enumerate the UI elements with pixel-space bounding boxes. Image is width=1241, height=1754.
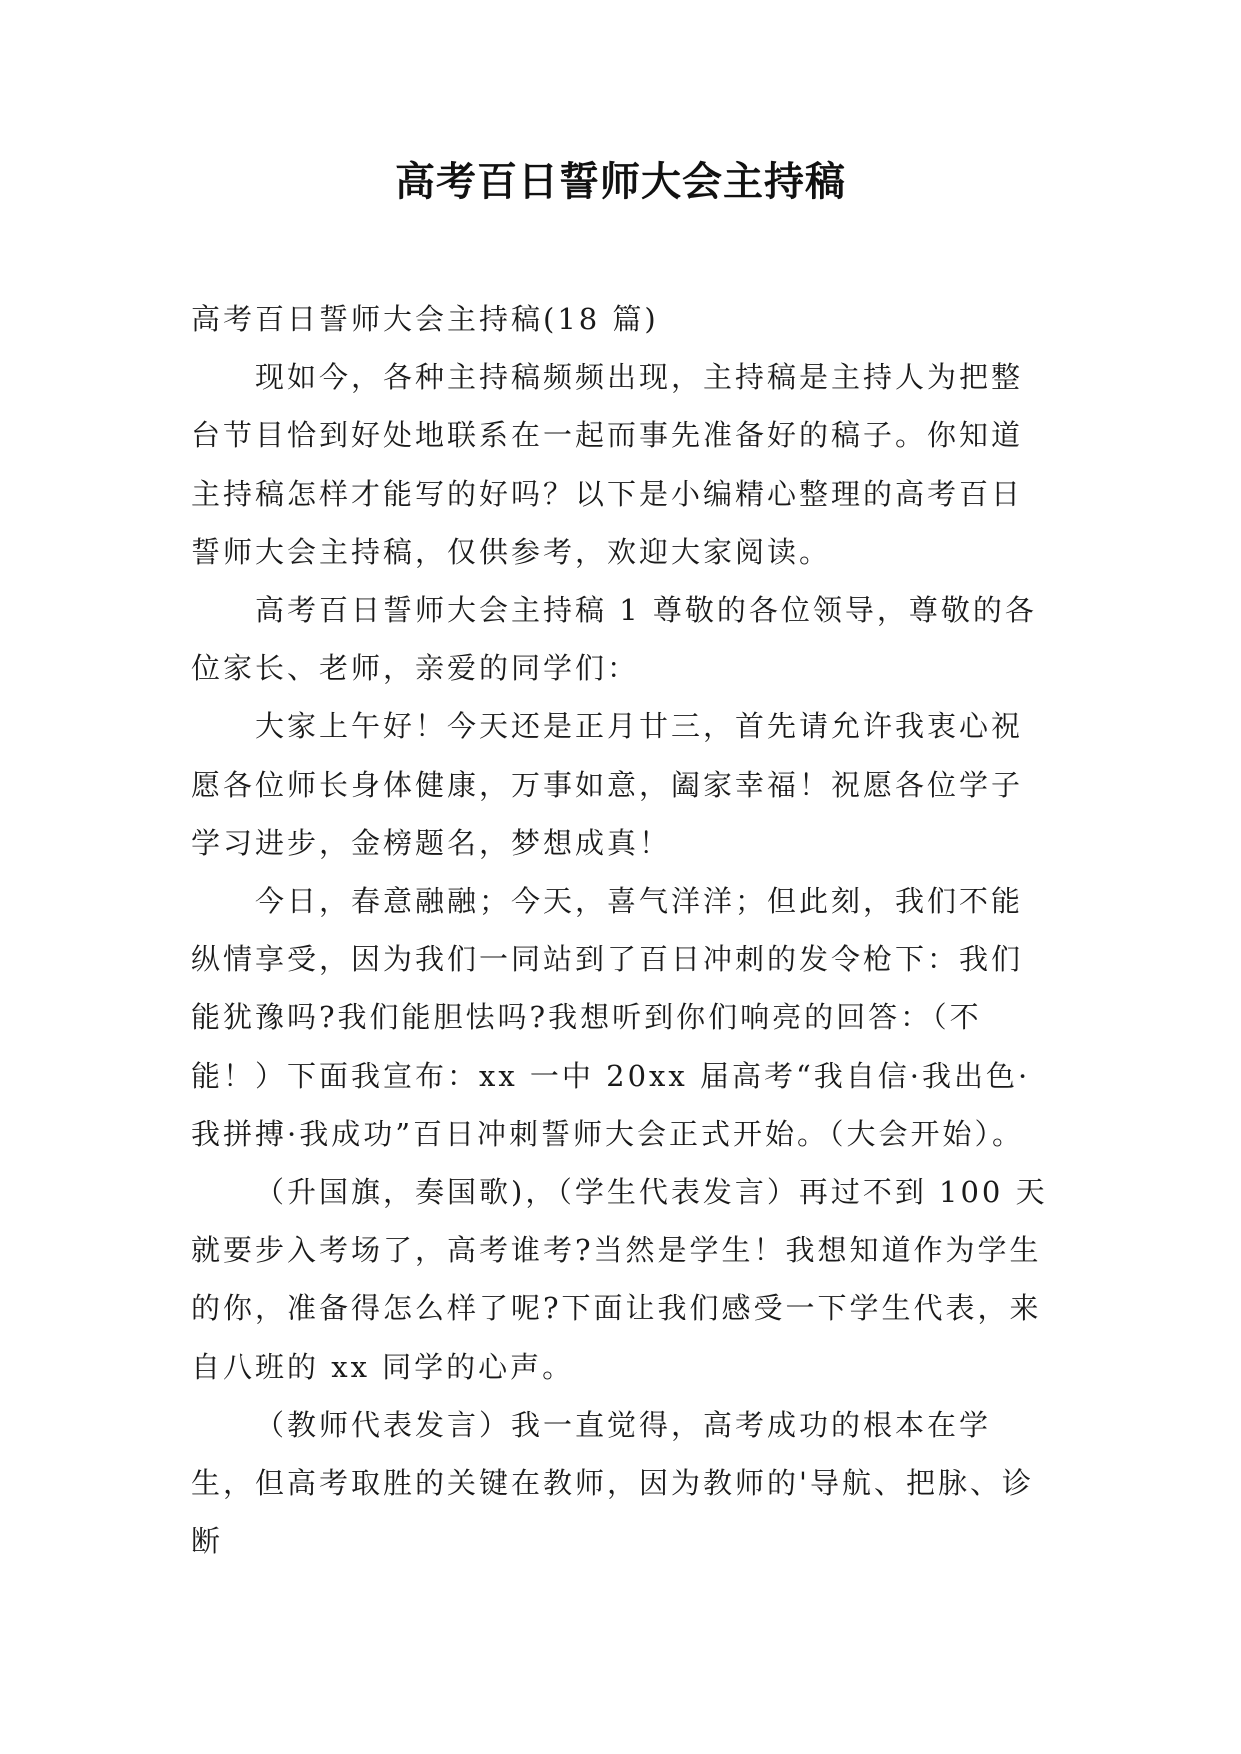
document-subtitle: 高考百日誓师大会主持稿(18 篇) <box>191 302 659 336</box>
paragraph-intro: 现如今，各种主持稿频频出现，主持稿是主持人为把整台节目恰到好处地联系在一起而事先准备好的稿子。你知道主持稿怎样才能写的好吗？以下是小编精心整理的高考百日誓师大会主持稿，仅供参考，欢迎大家阅读。 <box>191 360 1024 569</box>
page-title: 高考百日誓师大会主持稿 <box>395 158 846 205</box>
paragraph-student-speech: （升国旗，奏国歌)，（学生代表发言）再过不到 100 天就要步入考场了，高考谁考?当然是学生！我想知道作为学生的你，准备得怎么样了呢?下面让我们感受一下学生代表，来自八班的 xx 同学的心声。 <box>191 1175 1048 1384</box>
document-body <box>191 290 1051 1570</box>
paragraph-wishes: 大家上午好！今天还是正月廿三，首先请允许我衷心祝愿各位师长身体健康，万事如意，阖家幸福！祝愿各位学子学习进步，金榜题名，梦想成真！ <box>191 709 1024 860</box>
paragraph-greeting: 高考百日誓师大会主持稿 1 尊敬的各位领导，尊敬的各位家长、老师，亲爱的同学们： <box>191 593 1037 686</box>
paragraph-teacher-speech: （教师代表发言）我一直觉得，高考成功的根本在学生，但高考取胜的关键在教师，因为教师的'导航、把脉、诊断 <box>191 1407 1034 1559</box>
paragraph-opening: 今日，春意融融；今天，喜气洋洋；但此刻，我们不能纵情享受，因为我们一同站到了百日冲刺的发令枪下：我们能犹豫吗?我们能胆怯吗?我想听到你们响亮的回答：（不能！）下面我宣布：xx 一中 20xx 届高考“我自信·我出色·我拼搏·我成功”百日冲刺誓师大会正式开始。（大会开始）。 <box>191 884 1031 1151</box>
